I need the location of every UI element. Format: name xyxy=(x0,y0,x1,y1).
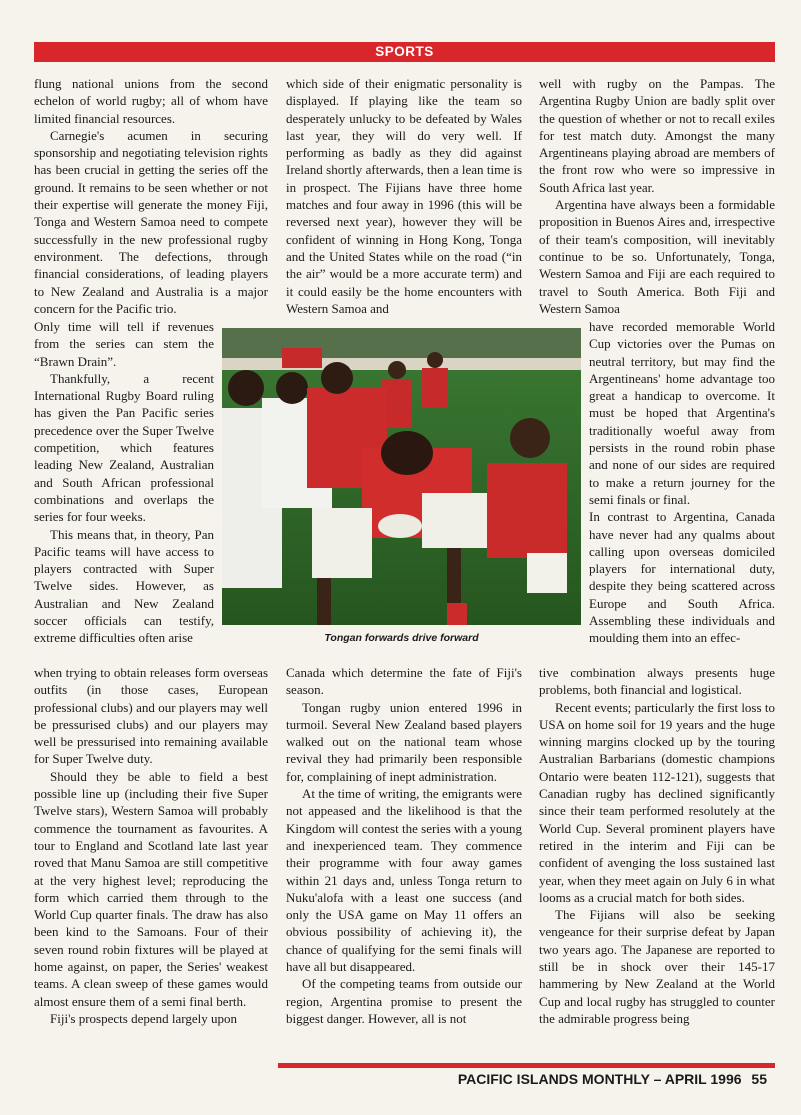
footer-rule xyxy=(278,1063,775,1068)
paragraph: Of the competing teams from outside our region, Argentina promise to present the biggest danger. However, all is not xyxy=(286,976,522,1026)
paragraph: Carnegie's acumen in securing sponsorship and negotiating television rights has been crucial in getting the series off the ground. It remains to be seen whether or not their expertise will generate the money Fiji, Tonga and Western Samoa need to compete successfully in the new professional rugby environment. The defections, through financial considerations, of leading players to New Zealand and Australia is a major concern for the Pacific trio. xyxy=(34,127,268,316)
page-footer xyxy=(458,1069,767,1089)
column-3-wrap xyxy=(589,318,775,647)
paragraph: have recorded memorable World Cup victories over the Pumas on neutral territory, but may find the Argentineans' home advantage too great a handicap to overcome. It must be hoped that Argentina's traditionally woeful away from persists in the round robin phase and none of our sides are required to make a return journey for the semi finals or final. xyxy=(589,319,775,507)
paragraph: Argentina have always been a formidable proposition in Buenos Aires and, irrespective of their team's composition, will inevitably continue to be so. Unfortunately, Tonga, Western Samoa and Fiji are each required to travel to South America. Both Fiji and Western Samoa xyxy=(539,197,775,316)
column-1-wrap xyxy=(34,318,214,647)
paragraph: tive combination always presents huge problems, both financial and logistical. xyxy=(539,665,775,698)
column-2-bottom xyxy=(286,664,522,1027)
paragraph: Canada which determine the fate of Fiji's season. xyxy=(286,665,522,698)
paragraph: Thankfully, a recent International Rugby Board ruling has given the Pan Pacific series precedence over the Super Twelve competition, which features leading New Zealand, Australian and South African professional combinations and overlaps the series for four weeks. xyxy=(34,370,214,525)
column-3-bottom xyxy=(539,664,775,1027)
publication-date: PACIFIC ISLANDS MONTHLY – APRIL 1996 xyxy=(457,1071,742,1087)
column-1-top xyxy=(34,75,268,317)
column-2-top xyxy=(286,75,522,317)
column-3-top xyxy=(539,75,775,317)
paragraph: Fiji's prospects depend largely upon xyxy=(50,1010,237,1026)
paragraph: The Fijians will also be seeking vengeance for their surprise defeat by Japan two years ago. The Japanese are reported to still be in shock over their 145-17 hammering by New Zealand at the World Cup and local rugby has struggled to counter the admirable progress being xyxy=(539,907,775,1026)
paragraph: This means that, in theory, Pan Pacific teams will have access to players contracted with Super Twelve sides. However, as Australian and New Zealand soccer officials can testify, extreme difficulties often arise xyxy=(34,526,214,646)
paragraph: flung national unions from the second echelon of world rugby; all of whom have limited financial resources. xyxy=(34,76,268,126)
paragraph: well with rugby on the Pampas. The Argentina Rugby Union are badly split over the question of whether or not to recall exiles for test match duty. Amongst the many Argentineans playing abroad are members of the front row who were so impressive in South Africa last year. xyxy=(539,76,775,195)
paragraph: when trying to obtain releases form overseas outfits (in those cases, European professional clubs) and our players may well be pressurised clubs) and our players may well be pressurised into remaining available for Super Twelve duty. xyxy=(34,665,268,767)
section-title: SPORTS xyxy=(375,44,434,59)
column-1-bottom xyxy=(34,664,268,1027)
page-number: 55 xyxy=(751,1071,767,1087)
paragraph: Recent events; particularly the first loss to USA on home soil for 19 years and the huge winning margins clocked up by the touring Australian Barbarians (domestic champions Ontario were beaten 112-121), suggests that Canadian rugby has declined significantly since their team performed resolutely at the World Cup. Several prominent players have retired in the interim and Fiji can be confident of avenging the loss sustained last year, when they meet again on July 6 in what looms as a crucial match for both sides. xyxy=(539,699,775,905)
rugby-photo xyxy=(222,328,581,625)
paragraph: At the time of writing, the emigrants were not appeased and the likelihood is that the Kingdom will contest the series with a young and inexperienced team. They commence their programme with four away games within 21 days and, unless Tonga return to Nuku'alofa with a least one success (and only the USA game on May 11 offers an obvious possibility of achieving it), the chance of qualifying for the semi finals will have all but disappeared. xyxy=(286,786,522,975)
photo-caption: Tongan forwards drive forward xyxy=(324,632,479,644)
section-banner xyxy=(34,42,775,62)
paragraph: In contrast to Argentina, Canada have never had any qualms about calling upon overseas domiciled players for international duty, despite they being scattered across Europe and South Africa. Assembling these individuals and moulding them into an effec- xyxy=(589,509,775,646)
paragraph: Only time will tell if revenues from the series can stem the “Brawn Drain”. xyxy=(34,319,214,369)
paragraph: Tongan rugby union entered 1996 in turmoil. Several New Zealand based players walked out on the national team whose revival they had primarily been responsible for, complaining of inept administration. xyxy=(286,699,522,784)
rugby-players-illustration xyxy=(222,328,581,625)
paragraph: Should they be able to field a best possible line up (including their five Super Twelve stars), Western Samoa will probably commence the tournament as favourites. A tour to England and Scotland late last year roved that Manu Samoa are still competitive at the very highest level; reproducing the form which carried them through to the World Cup quarter finals. The draw has also been kind to the Samoans. Four of their seven round robin fixtures will be played at home against, on paper, the Series' weakest teams. A clean sweep of these games would almost ensure them of a semi final berth. xyxy=(34,768,268,1009)
paragraph: which side of their enigmatic personality is displayed. If playing like the team so desperately unlucky to be defeated by Wales last year, they will do very well. If performing as badly as they did against Ireland shortly afterwards, then a lean time is in prospect. The Fijians have three home matches and four away in 1996 (this will be reversed next year), however they will be confident of winning in Hong Kong, Tonga and the United States while on the road (“in the air” would be a more accurate term) and it could easily be the home encounters with Western Samoa and xyxy=(286,76,522,316)
